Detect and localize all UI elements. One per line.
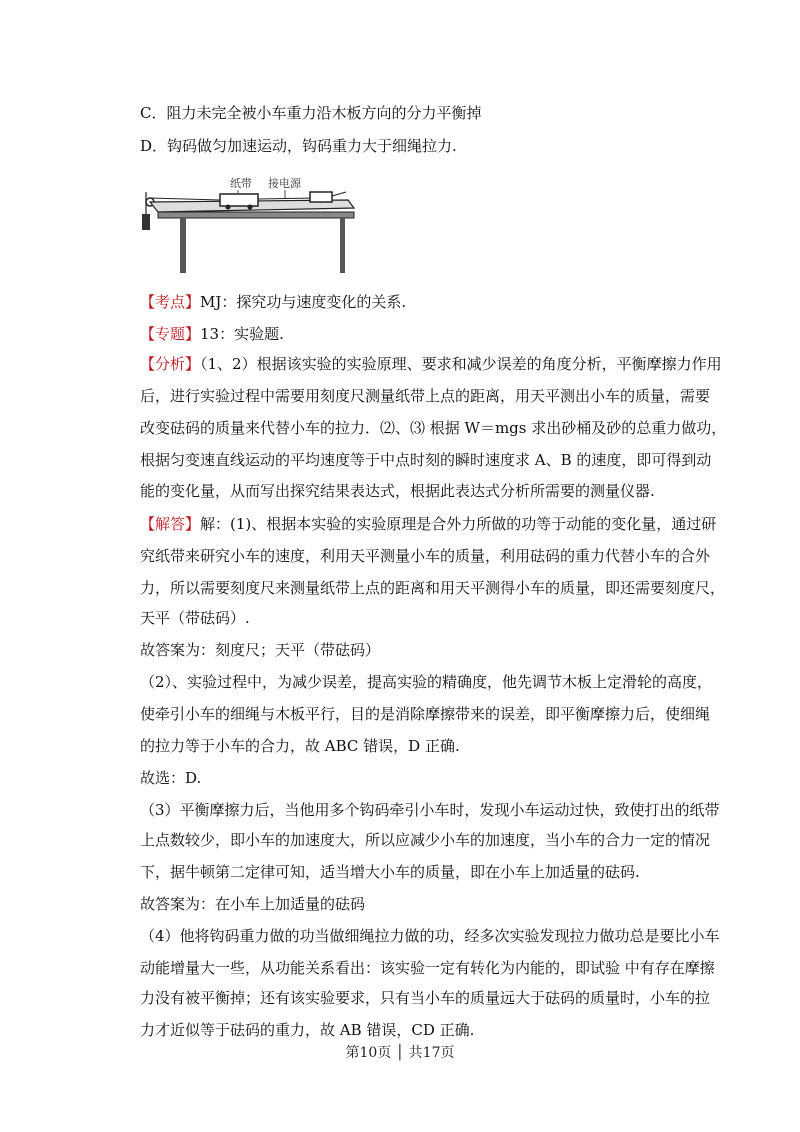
answer-2: 故选：D. bbox=[140, 769, 202, 787]
fenxi-line-3: 改变砝码的质量来代替小车的拉力．⑵、⑶ 根据 W＝mgs 求出砂桶及砂的总重力做功， bbox=[140, 419, 727, 437]
part4-line-2: 动能增量大一些，从功能关系看出：该实验一定有转化为内能的，即试验 中有存在摩擦 bbox=[140, 959, 715, 977]
fenxi-line-5: 能的变化量，从而写出探究结果表达式，根据此表达式分析所需要的测量仪器. bbox=[140, 482, 655, 500]
kaodian-line bbox=[140, 292, 680, 312]
option-c: C．阻力未完全被小车重力沿木板方向的分力平衡掉 bbox=[140, 104, 482, 122]
part4-line-4: 力才近似等于砝码的重力，故 AB 错误，CD 正确. bbox=[140, 1021, 475, 1039]
zhuanti-tag: 【专题】 bbox=[140, 325, 201, 343]
jieda-line-2: 究纸带来研究小车的速度，利用天平测量小车的质量，利用砝码的重力代替小车的合外 bbox=[140, 547, 711, 565]
part2-line-3: 的拉力等于小车的合力，故 ABC 错误，D 正确. bbox=[140, 737, 460, 755]
part4-line-3: 力没有被平衡掉；还有该实验要求，只有当小车的质量远大于砝码的质量时，小车的拉 bbox=[140, 989, 711, 1007]
fenxi-tag: 【分析】 bbox=[140, 355, 201, 373]
part3-line-1: （3）平衡摩擦力后，当他用多个钩码牵引小车时，发现小车运动过快，致使打出的纸带 bbox=[140, 801, 720, 819]
part3-line-3: 下，据牛顿第二定律可知，适当增大小车的质量，即在小车上加适量的砝码. bbox=[140, 863, 640, 881]
part4-line-1: （4）他将钩码重力做的功当做细绳拉力做的功，经多次实验发现拉力做功总是要比小车 bbox=[140, 927, 720, 945]
zhuanti-text: 13：实验题. bbox=[200, 325, 284, 343]
jieda-line-4: 天平（带砝码）. bbox=[140, 609, 250, 627]
jieda-tag: 【解答】 bbox=[140, 515, 201, 533]
label-paper-tape: 纸带 bbox=[230, 177, 252, 190]
apparatus-drawing bbox=[140, 178, 360, 278]
kaodian-tag: 【考点】 bbox=[140, 293, 201, 311]
answer-1: 故答案为：刻度尺；天平（带砝码） bbox=[140, 641, 381, 659]
fenxi-line-2: 后，进行实验过程中需要用刻度尺测量纸带上点的距离，用天平测出小车的质量，需要 bbox=[140, 387, 711, 405]
part2-line-2: 使牵引小车的细绳与木板平行，目的是消除摩擦带来的误差，即平衡摩擦力后，使细绳 bbox=[140, 705, 711, 723]
part2-line-1: （2）、实验过程中，为减少误差，提高实验的精确度，他先调节木板上定滑轮的高度， bbox=[140, 673, 713, 691]
jieda-line-3: 力，所以需要刻度尺来测量纸带上点的距离和用天平测得小车的质量，即还需要刻度尺， bbox=[140, 579, 726, 597]
label-power: 接电源 bbox=[268, 177, 301, 190]
answer-3: 故答案为：在小车上加适量的砝码 bbox=[140, 895, 366, 913]
fenxi-line-4: 根据匀变速直线运动的平均速度等于中点时刻的瞬时速度求 A、B 的速度，即可得到动 bbox=[140, 451, 712, 469]
kaodian-text: MJ：探究功与速度变化的关系. bbox=[200, 293, 407, 311]
page-footer: 第10页 │ 共17页 bbox=[345, 1045, 455, 1061]
fenxi-line-1: 【分析】（1、2）根据该实验的实验原理、要求和减少误差的角度分析，平衡摩擦力作用 bbox=[140, 355, 722, 373]
jieda-line-1: 【解答】解：(1)、根据本实验的实验原理是合外力所做的功等于动能的变化量，通过研 bbox=[140, 515, 717, 533]
experiment-apparatus-figure bbox=[140, 178, 360, 278]
option-d: D．钩码做匀加速运动，钩码重力大于细绳拉力. bbox=[140, 137, 457, 155]
part3-line-2: 上点数较少，即小车的加速度大，所以应减少小车的加速度，当小车的合力一定的情况 bbox=[140, 831, 711, 849]
zhuanti-line bbox=[140, 324, 680, 344]
